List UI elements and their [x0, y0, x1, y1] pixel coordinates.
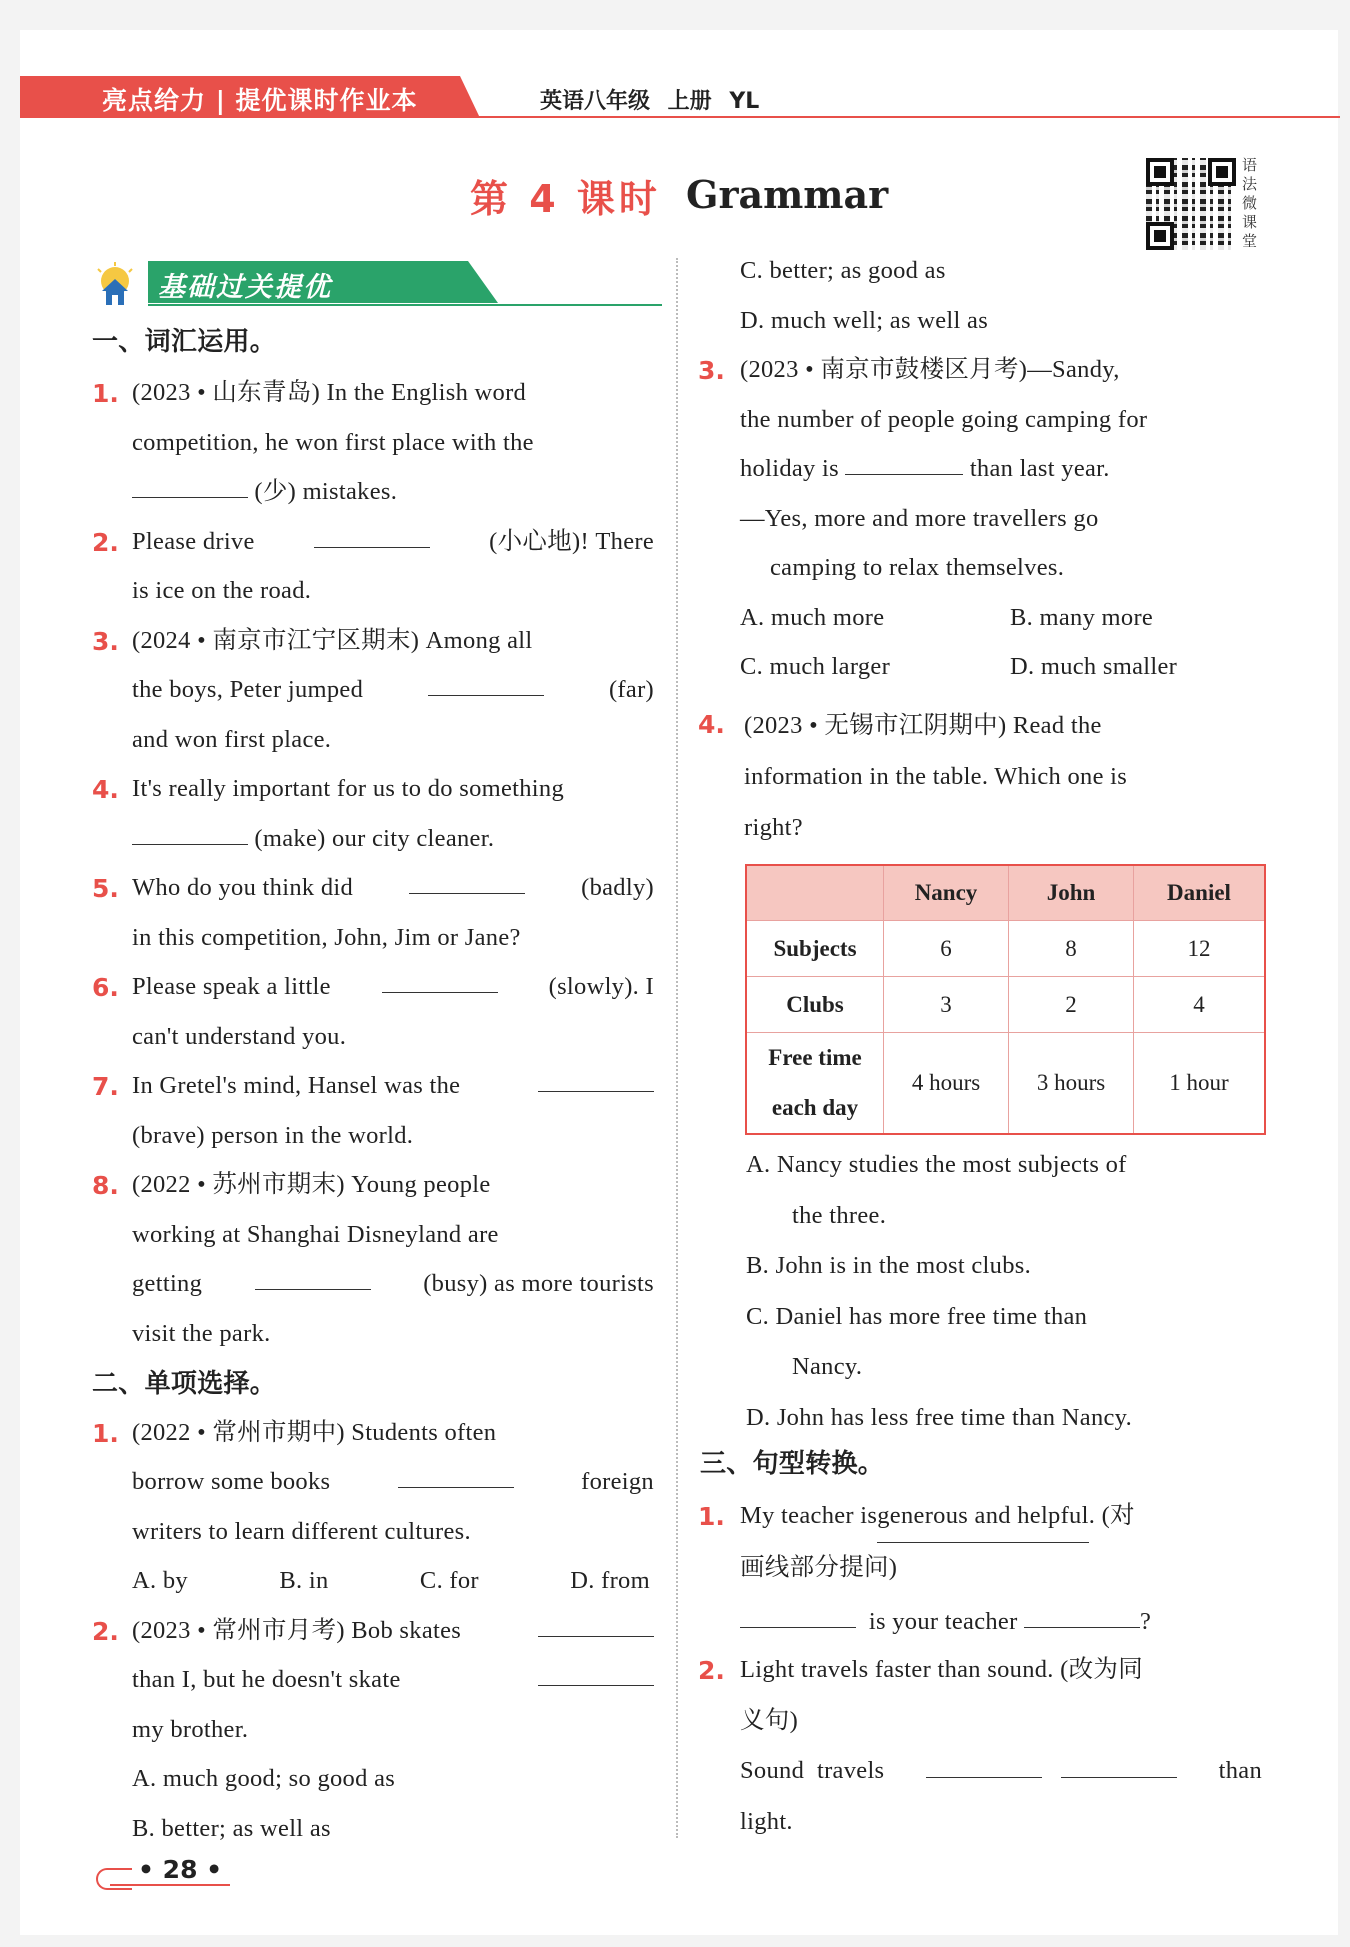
option[interactable]: C. much larger: [740, 653, 891, 680]
section1-heading: 一、词汇运用。: [92, 327, 277, 357]
stem-line: Who do you think did (badly): [132, 863, 654, 913]
stem-line: (2023 • 无锡市江阴期中) Read the: [744, 712, 1102, 739]
page-number: • 28 •: [138, 1855, 223, 1884]
banner-title: 基础过关提优: [158, 272, 332, 303]
stem-line: than I, but he doesn't skate: [132, 1655, 654, 1705]
page-number-rule: [110, 1884, 230, 1886]
answer-blank[interactable]: [926, 1747, 1042, 1778]
option[interactable]: B. John is in the most clubs.: [746, 1252, 1032, 1279]
stem-line: can't understand you.: [132, 1022, 347, 1050]
table-row: [746, 921, 1265, 977]
stem-line: information in the table. Which one is: [744, 763, 1128, 790]
stem-line: (少) mistakes.: [132, 467, 654, 517]
q4-options: [746, 1140, 1262, 1443]
option[interactable]: D. from: [570, 1567, 650, 1594]
option[interactable]: D. much well; as well as: [740, 306, 989, 334]
answer-blank[interactable]: [409, 863, 525, 894]
stem-line: (brave) person in the world.: [132, 1121, 414, 1149]
book-title: 英语八年级 上册 YL: [540, 89, 760, 114]
stem-line: holiday is than last year.: [740, 444, 1262, 494]
stem-line: getting (busy) as more tourists: [132, 1259, 654, 1309]
table-cell: 12: [1134, 921, 1266, 977]
question-item: [132, 962, 654, 1061]
table-header: [746, 865, 884, 921]
table-cell: 3: [884, 977, 1009, 1033]
option[interactable]: A. Nancy studies the most subjects of: [746, 1151, 1127, 1178]
question-number: 6.: [92, 973, 119, 1002]
table-cell: 4 hours: [884, 1033, 1009, 1135]
question-number: 8.: [92, 1171, 119, 1200]
stem-line: in this competition, John, Jim or Jane?: [132, 923, 521, 951]
stem-line: In Gretel's mind, Hansel was the: [132, 1061, 654, 1111]
qr-code-icon[interactable]: [1146, 158, 1236, 250]
section-banner: [92, 257, 662, 307]
question-item: [132, 1606, 654, 1854]
question-number: 4.: [92, 775, 119, 804]
table-cell: 2: [1009, 977, 1134, 1033]
table-header-row: [746, 865, 1265, 921]
stem-line: Light travels faster than sound. (改为同: [740, 1656, 1144, 1683]
answer-line: Sound travels than: [740, 1746, 1262, 1797]
stem-line: It's really important for us to do something: [132, 775, 565, 802]
header-rule: [460, 116, 1340, 118]
section3-heading: 三、句型转换。: [700, 1449, 885, 1479]
section2-heading: 二、单项选择。: [92, 1369, 277, 1399]
question-number: 1.: [92, 379, 119, 408]
answer-blank[interactable]: [1024, 1597, 1140, 1628]
stem-line: visit the park.: [132, 1319, 271, 1347]
question-item: [132, 616, 654, 765]
table-cell: 8: [1009, 921, 1134, 977]
stem-line: (make) our city cleaner.: [132, 814, 654, 864]
table-header: Daniel: [1134, 865, 1266, 921]
answer-blank[interactable]: [255, 1259, 371, 1290]
stem-line: (2023 • 南京市鼓楼区月考)—Sandy,: [740, 356, 1120, 383]
answer-blank[interactable]: [538, 1606, 654, 1637]
option[interactable]: D. John has less free time than Nancy.: [746, 1403, 1133, 1431]
question-item: [132, 517, 654, 616]
option-row: [132, 1556, 654, 1606]
stem-line: is ice on the road.: [132, 577, 312, 604]
question-number: 1.: [698, 1502, 725, 1531]
s3-q1: [740, 1491, 1262, 1648]
s3-q2: [740, 1645, 1262, 1847]
stem-line: 义句): [740, 1706, 799, 1734]
lesson-number: 第 4 课时: [470, 177, 661, 221]
series-title: 亮点给力 | 提优课时作业本: [102, 86, 418, 115]
stem-line: (2022 • 苏州市期末) Young people: [132, 1171, 491, 1198]
option[interactable]: B. in: [279, 1567, 329, 1594]
stem-line: My teacher is generous and helpful . (对: [740, 1491, 1262, 1543]
header-bar: [20, 76, 1340, 118]
lesson-topic: Grammar: [686, 172, 889, 217]
stem-line: borrow some books foreign: [132, 1457, 654, 1507]
option-row: [740, 642, 1262, 692]
stem-line: writers to learn different cultures.: [132, 1517, 471, 1545]
stem-line: (2023 • 常州市月考) Bob skates: [132, 1606, 654, 1656]
info-table: [745, 864, 1266, 1135]
answer-blank[interactable]: [428, 665, 544, 696]
table-header: Nancy: [884, 865, 1009, 921]
question-number: 2.: [92, 1616, 119, 1646]
option[interactable]: A. by: [132, 1567, 188, 1594]
answer-blank[interactable]: [398, 1457, 514, 1488]
question-item: [132, 1408, 654, 1606]
answer-line: light.: [740, 1807, 793, 1835]
stem-line: and won first place.: [132, 725, 332, 753]
qr-label: 语法微课堂: [1242, 156, 1258, 250]
stem-line: (2023 • 山东青岛) In the English word: [132, 379, 527, 406]
table-row: [746, 1033, 1265, 1135]
table-cell: 4: [1134, 977, 1266, 1033]
answer-blank[interactable]: [740, 1597, 856, 1628]
question-number: 5.: [92, 874, 119, 903]
table-cell: Clubs: [746, 977, 884, 1033]
stem-line: camping to relax themselves.: [770, 554, 1065, 581]
option[interactable]: C. better; as good as: [740, 257, 946, 284]
page-number-ornament: [96, 1868, 132, 1890]
table-cell: 1 hour: [1134, 1033, 1266, 1135]
option[interactable]: D. much smaller: [1010, 653, 1178, 680]
option-row: [740, 593, 1262, 643]
option[interactable]: C. Daniel has more free time than: [746, 1302, 1088, 1330]
option[interactable]: A. much more: [740, 603, 885, 631]
column-divider: [676, 258, 678, 1838]
stem-line: (2022 • 常州市期中) Students often: [132, 1418, 497, 1446]
stem-line: my brother.: [132, 1715, 249, 1743]
option[interactable]: B. better; as well as: [132, 1814, 331, 1842]
answer-line: is your teacher ?: [740, 1597, 1262, 1648]
table-header: John: [1009, 865, 1134, 921]
option[interactable]: A. much good; so good as: [132, 1765, 396, 1792]
stem-line: right?: [744, 814, 803, 841]
question-item: [132, 368, 654, 517]
question-number: 3.: [92, 626, 119, 656]
q4-stem: [744, 700, 1262, 853]
table-cell: Subjects: [746, 921, 884, 977]
question-number: 2.: [698, 1656, 725, 1685]
question-item: [132, 863, 654, 962]
question-number: 1.: [92, 1418, 119, 1448]
stem-line: competition, he won first place with the: [132, 428, 534, 456]
underlined-phrase: generous and helpful: [877, 1491, 1088, 1543]
option-cont[interactable]: Nancy.: [792, 1353, 863, 1380]
house-sun-icon: [92, 261, 138, 307]
table-cell: Free time each day: [746, 1033, 884, 1135]
answer-blank[interactable]: [382, 962, 498, 993]
question-number: 3.: [698, 356, 725, 385]
table-cell: 6: [884, 921, 1009, 977]
question-number: 7.: [92, 1072, 119, 1101]
stem-line: 画线部分提问): [740, 1553, 898, 1581]
stem-line: the boys, Peter jumped (far): [132, 665, 654, 715]
table-row: [746, 977, 1265, 1033]
stem-line: Please drive (小心地)! There: [132, 517, 654, 567]
answer-blank[interactable]: [538, 1061, 654, 1092]
question-item: [132, 764, 654, 863]
stem-line: Please speak a little (slowly). I: [132, 962, 654, 1012]
answer-blank[interactable]: [1061, 1747, 1177, 1778]
stem-line: (2024 • 南京市江宁区期末) Among all: [132, 626, 533, 654]
question-item: [132, 1160, 654, 1358]
option[interactable]: C. for: [419, 1567, 479, 1594]
stem-line: working at Shanghai Disneyland are: [132, 1220, 499, 1248]
answer-blank[interactable]: [314, 517, 430, 548]
banner-rule: [148, 304, 662, 306]
option-cont[interactable]: the three.: [792, 1201, 887, 1229]
stem-line: the number of people going camping for: [740, 405, 1148, 433]
question-number: 4.: [698, 710, 725, 739]
table-cell: 3 hours: [1009, 1033, 1134, 1135]
answer-blank[interactable]: [132, 814, 248, 845]
q2-options-cont: [740, 246, 1260, 345]
question-number: 2.: [92, 527, 119, 557]
stem-line: —Yes, more and more travellers go: [740, 504, 1099, 532]
option[interactable]: B. many more: [1010, 603, 1154, 631]
question-item: [132, 1061, 654, 1160]
answer-blank[interactable]: [132, 467, 248, 498]
answer-blank[interactable]: [538, 1655, 654, 1686]
q3-stem: [740, 345, 1262, 692]
